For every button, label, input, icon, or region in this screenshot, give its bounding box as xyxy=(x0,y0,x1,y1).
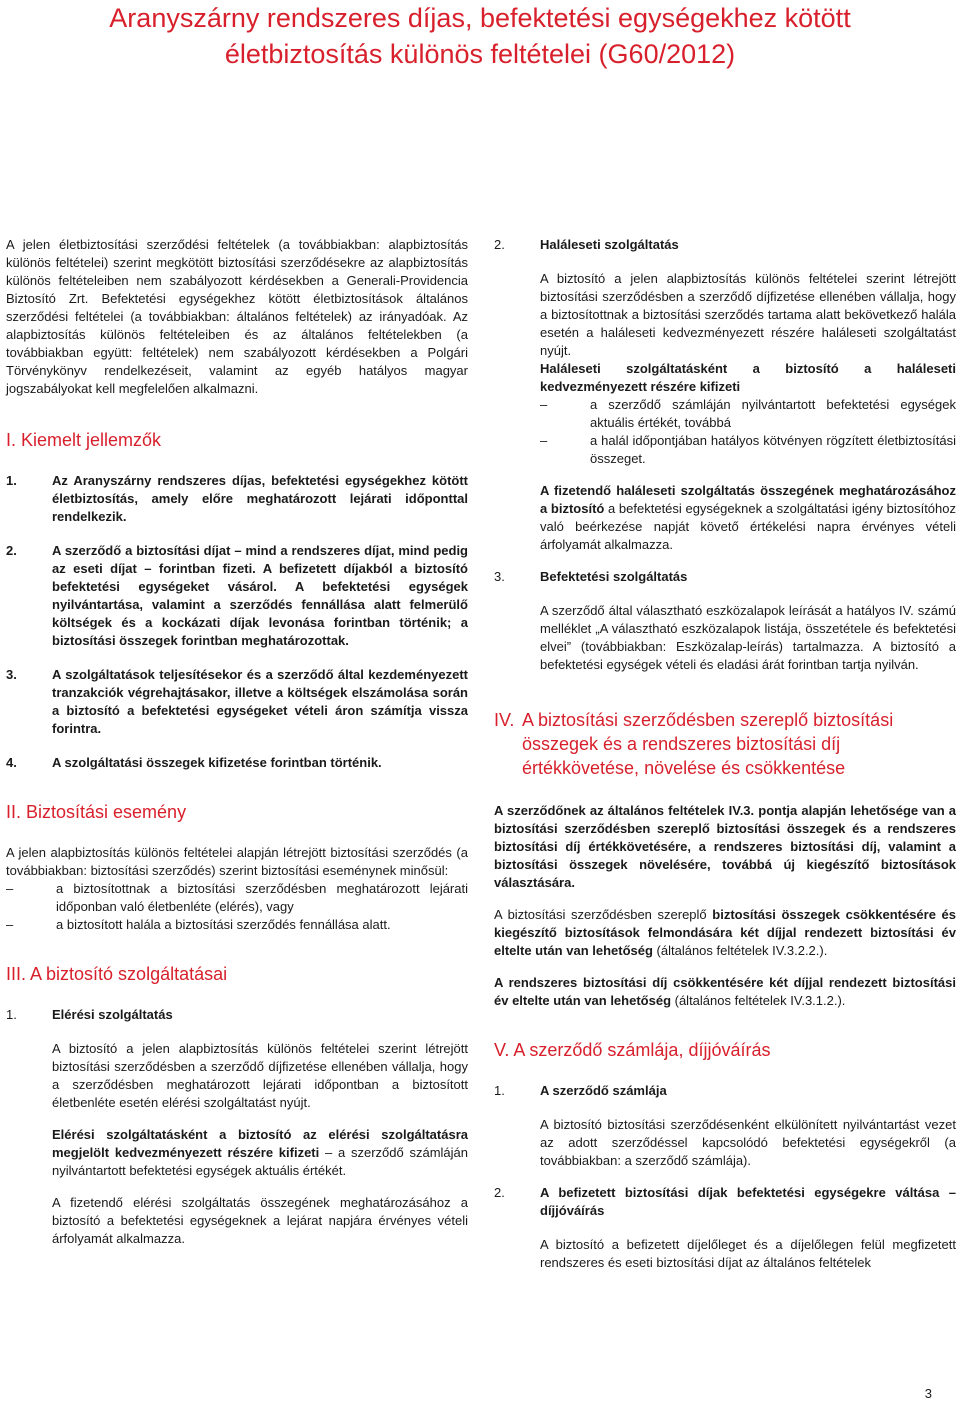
section-5-heading: V. A szerződő számlája, díjjóváírás xyxy=(494,1040,771,1060)
subsection-paragraph: A biztosító a jelen alapbiztosítás különös feltételei szerint létrejött biztosítási szerződésben a szerződő díjfizetése ellenében vállalja, hogy a szerződésben meghatározott lejárati időpontban a biztosított életbenléte esetén elérési szolgáltatást nyújt. xyxy=(52,1041,468,1110)
list-item: 1. Az Aranyszárny rendszeres díjas, befektetési egységekhez kötött életbiztosítás, amely előre meghatározott lejárati időponttal rendelkezik. xyxy=(6,473,468,524)
subsection-paragraph: A szerződő által választható eszközalapok leírását a hatályos IV. számú melléklet „A választható eszközalapok listája, összetétele és befektetési elvei” (továbbiakban: Eszközalap-leírás) tartalmazza. A biztosító a befektetési egységek vételi és eladási árát forintban tartja nyilván. xyxy=(540,603,956,672)
section-4-paragraph: A biztosítási szerződésben szereplő biztosítási összegek csökkentésére és kiegészítő biztosítások felmondására két díjjal rendezett biztosítási év eltelte után van lehetőség (általános feltételek IV.3.2.2.). xyxy=(494,907,957,958)
section-4-heading: IV. A biztosítási szerződésben szereplő biztosítási összegek és a rendszeres biztosítási díj értékkövetése, növelése és csökkentése xyxy=(494,710,894,778)
section-1-heading: I. Kiemelt jellemzők xyxy=(6,430,162,450)
subsection-paragraph: A biztosító a jelen alapbiztosítás különös feltételei szerint létrejött biztosítási szerződésben a szerződő díjfizetése ellenében vállalja, hogy a biztosítottnak a biztosítási szerződés tartama alatt bekövetkező halála esetén a haláleseti kedvezményezett részére haláleseti szolgáltatást nyújt. xyxy=(540,271,956,358)
page-number: 3 xyxy=(924,1386,932,1401)
dash-item: – a halál időpontjában hatályos kötvényen rögzített életbiztosítási összeget. xyxy=(540,433,956,466)
subsection-title: 2. Haláleseti szolgáltatás xyxy=(494,237,679,252)
subsection-title: 1. A szerződő számlája xyxy=(494,1083,667,1098)
subsection-paragraph: A biztosító a befizetett díjelőleget és a díjelőlegen felül megfizetett rendszeres és eseti biztosítási díjat az általános feltételek xyxy=(540,1237,956,1270)
dash-item: – a biztosított halála a biztosítási szerződés fennállása alatt. xyxy=(6,917,391,932)
dash-item: – a szerződő számláján nyilvántartott befektetési egységek aktuális értékét, továbbá xyxy=(540,397,956,430)
section-3-heading: III. A biztosító szolgáltatásai xyxy=(6,964,228,984)
intro-paragraph: A jelen életbiztosítási szerződési feltételek (a továbbiakban: alapbiztosítás különös feltételei) szerint megkötött biztosítási szerződésekre az alapbiztosítás különös feltételeiben nem szabályozott kérdésekben a Generali-Providencia Biztosító Zrt. Befektetési egységekhez kötött életbiztosítások általános szerződési feltételei (a továbbiakban: általános feltételek) az irányadóak. Az alapbiztosítás különös feltételeiben és az általános feltételekben (a továbbiakban együtt: feltételek) nem szabályozott kérdésekben a Polgári Törvénykönyv rendelkezéseit, valamint az egyéb hatályos magyar jogszabályokat kell megfelelően alkalmazni. xyxy=(6,237,468,396)
list-item: 3. A szolgáltatások teljesítésekor és a szerződő által kezdeményezett tranzakciók végrehajtásakor, illetve a költségek elszámolása során a biztosító a befektetési egységeket vételi áron számítja vissza forintra. xyxy=(6,667,468,736)
subsection-paragraph: A biztosító biztosítási szerződésenként elkülönített nyilvántartást vezet az adott szerződéssel kapcsolódó befektetési egységekről (a továbbiakban: a szerződő számlája). xyxy=(540,1117,956,1168)
section-4-paragraph: A szerződőnek az általános feltételek IV.3. pontja alapján lehetősége van a biztosítási szerződésben szereplő biztosítási összegek és a rendszeres biztosítási díj értékkövetésére, a rendszeres biztosítási díj, valamint a biztosítási összegek növelésére, továbbá új kiegészítő biztosítások választására. xyxy=(494,803,956,890)
left-column xyxy=(6,236,468,1248)
subsection-paragraph: A fizetendő elérési szolgáltatás összegének meghatározásához a biztosító a befektetési egységeknek a lejárat napjára érvényes vételi árfolyamát alkalmazza. xyxy=(52,1195,468,1246)
section-2-text: A jelen alapbiztosítás különös feltételei alapján létrejött biztosítási szerződés (a továbbiakban: biztosítási szerződés) szerint biztosítási eseménynek minősül: xyxy=(6,845,468,878)
subsection-title: 1. Elérési szolgáltatás xyxy=(6,1007,173,1022)
subsection-paragraph: Elérési szolgáltatásként a biztosító az elérési szolgáltatásra megjelölt kedvezményezett részére kifizeti – a szerződő számláján nyilvántartott befektetési egységek aktuális értékét. xyxy=(52,1127,468,1178)
list-item: 4. A szolgáltatási összegek kifizetése forintban történik. xyxy=(6,755,382,770)
section-2-heading: II. Biztosítási esemény xyxy=(6,802,187,822)
subsection-paragraph: Haláleseti szolgáltatásként a biztosító a haláleseti kedvezményezett részére kifizeti xyxy=(540,361,956,394)
dash-item: – a biztosítottnak a biztosítási szerződésben meghatározott lejárati időponban való életbenléte (elérés), vagy xyxy=(6,881,468,914)
section-4-paragraph: A rendszeres biztosítási díj csökkentésére két díjjal rendezett biztosítási év eltelte után van lehetőség (általános feltételek IV.3.1.2.). xyxy=(494,975,956,1008)
list-item: 2. A szerződő a biztosítási díjat – mind a rendszeres díjat, mind pedig az eseti díjat – forintban fizeti. A befizetett díjakból a biztosító befektetési egységeket vásárol. A befektetési egységek nyilvántartása, valamint a szerződés fennállása alatt felmerülő költségek és a kockázati díjak levonása forintban történik; a biztosítási összegek forintban meghatározottak. xyxy=(6,543,468,648)
title-line-1: Aranyszárny rendszeres díjas, befektetési egységekhez kötött xyxy=(109,3,851,33)
subsection-title: 2. A befizetett biztosítási díjak befektetési egységekre váltása – díjjóváírás xyxy=(494,1185,956,1218)
document-title xyxy=(0,0,960,72)
subsection-title: 3. Befektetési szolgáltatás xyxy=(494,569,688,584)
subsection-paragraph: A fizetendő haláleseti szolgáltatás összegének meghatározásához a biztosító a befektetési egységeknek a szolgáltatási igény biztosítóhoz való beérkezése napját követő értékelési napra érvényes vételi árfolyamát alkalmazza. xyxy=(540,483,956,552)
title-line-2: életbiztosítás különös feltételei (G60/2012) xyxy=(224,39,736,69)
right-column xyxy=(494,236,956,1272)
